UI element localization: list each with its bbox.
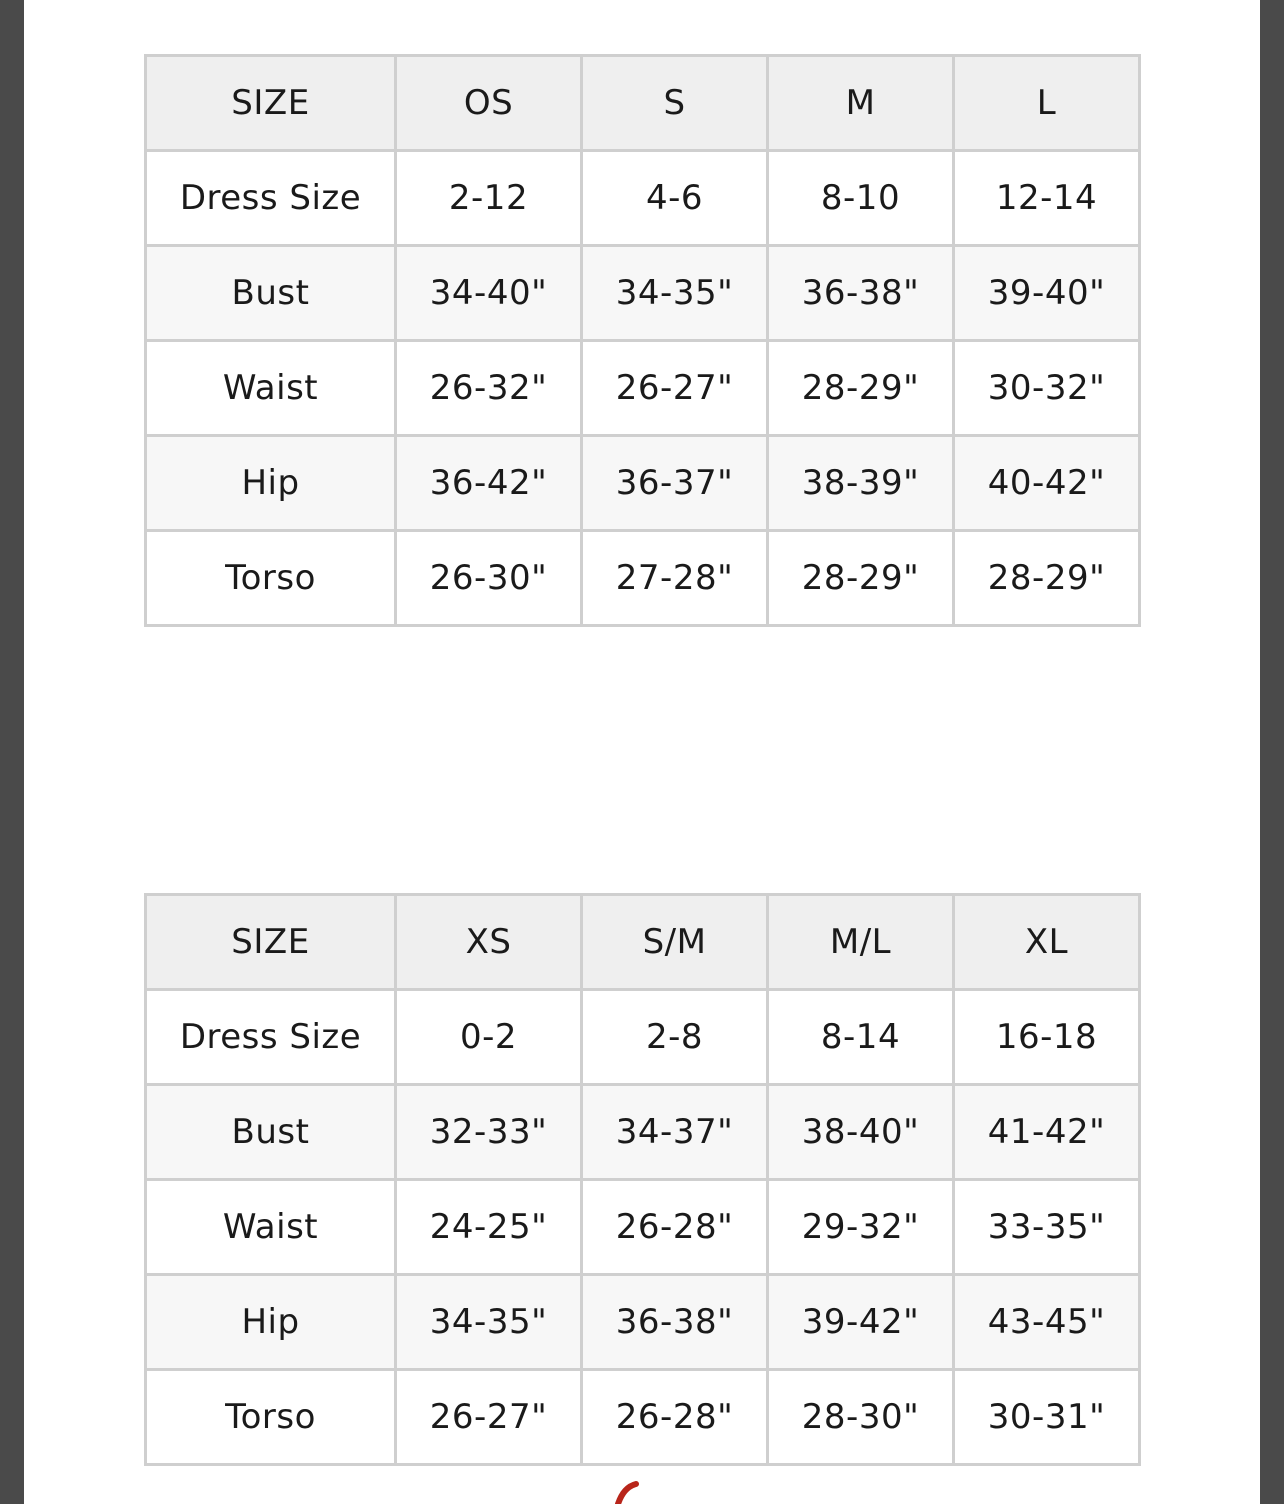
table-cell: 8-10 [768,151,954,246]
table-cell: 36-38" [768,246,954,341]
table-row [146,1085,1140,1180]
table-row [146,341,1140,436]
row-label: Torso [146,531,396,626]
header-cell: L [954,56,1140,151]
header-cell: SIZE [146,895,396,990]
table-cell: 34-37" [582,1085,768,1180]
row-label: Hip [146,436,396,531]
table-cell: 0-2 [396,990,582,1085]
table-cell: 26-28" [582,1180,768,1275]
table-cell: 30-32" [954,341,1140,436]
table-row [146,531,1140,626]
header-cell: OS [396,56,582,151]
row-label: Dress Size [146,151,396,246]
header-cell: M [768,56,954,151]
table-cell: 38-39" [768,436,954,531]
table-cell: 39-40" [954,246,1140,341]
size-chart-table-2 [144,893,1141,1466]
table-cell: 28-30" [768,1370,954,1465]
table-header-row [146,56,1140,151]
row-label: Bust [146,246,396,341]
table-cell: 36-42" [396,436,582,531]
table-cell: 41-42" [954,1085,1140,1180]
row-label: Waist [146,1180,396,1275]
table-cell: 40-42" [954,436,1140,531]
table-row [146,436,1140,531]
table-cell: 26-28" [582,1370,768,1465]
table-cell: 24-25" [396,1180,582,1275]
row-label: Torso [146,1370,396,1465]
table-row [146,990,1140,1085]
row-label: Waist [146,341,396,436]
table-cell: 43-45" [954,1275,1140,1370]
table-cell: 16-18 [954,990,1140,1085]
table-cell: 4-6 [582,151,768,246]
table-cell: 32-33" [396,1085,582,1180]
table-cell: 28-29" [954,531,1140,626]
table-cell: 2-8 [582,990,768,1085]
table-cell: 2-12 [396,151,582,246]
table-cell: 34-40" [396,246,582,341]
table-cell: 34-35" [396,1275,582,1370]
table-row [146,1180,1140,1275]
table-cell: 29-32" [768,1180,954,1275]
table-row [146,151,1140,246]
header-cell: S [582,56,768,151]
red-script-mark-decoration [604,1478,644,1504]
table-cell: 38-40" [768,1085,954,1180]
table-cell: 26-27" [396,1370,582,1465]
table-cell: 33-35" [954,1180,1140,1275]
table-cell: 30-31" [954,1370,1140,1465]
table-cell: 26-27" [582,341,768,436]
row-label: Bust [146,1085,396,1180]
table-cell: 28-29" [768,531,954,626]
table-cell: 27-28" [582,531,768,626]
row-label: Dress Size [146,990,396,1085]
table-cell: 36-38" [582,1275,768,1370]
row-label: Hip [146,1275,396,1370]
size-chart-table-1 [144,54,1141,627]
table-row [146,246,1140,341]
table-cell: 34-35" [582,246,768,341]
table-row [146,1370,1140,1465]
table-cell: 26-30" [396,531,582,626]
table-cell: 36-37" [582,436,768,531]
header-cell: XS [396,895,582,990]
table-cell: 28-29" [768,341,954,436]
header-cell: SIZE [146,56,396,151]
header-cell: XL [954,895,1140,990]
size-chart-page [24,0,1260,1504]
table-cell: 8-14 [768,990,954,1085]
table-row [146,1275,1140,1370]
table-cell: 26-32" [396,341,582,436]
header-cell: S/M [582,895,768,990]
table-cell: 39-42" [768,1275,954,1370]
table-header-row [146,895,1140,990]
table-cell: 12-14 [954,151,1140,246]
header-cell: M/L [768,895,954,990]
